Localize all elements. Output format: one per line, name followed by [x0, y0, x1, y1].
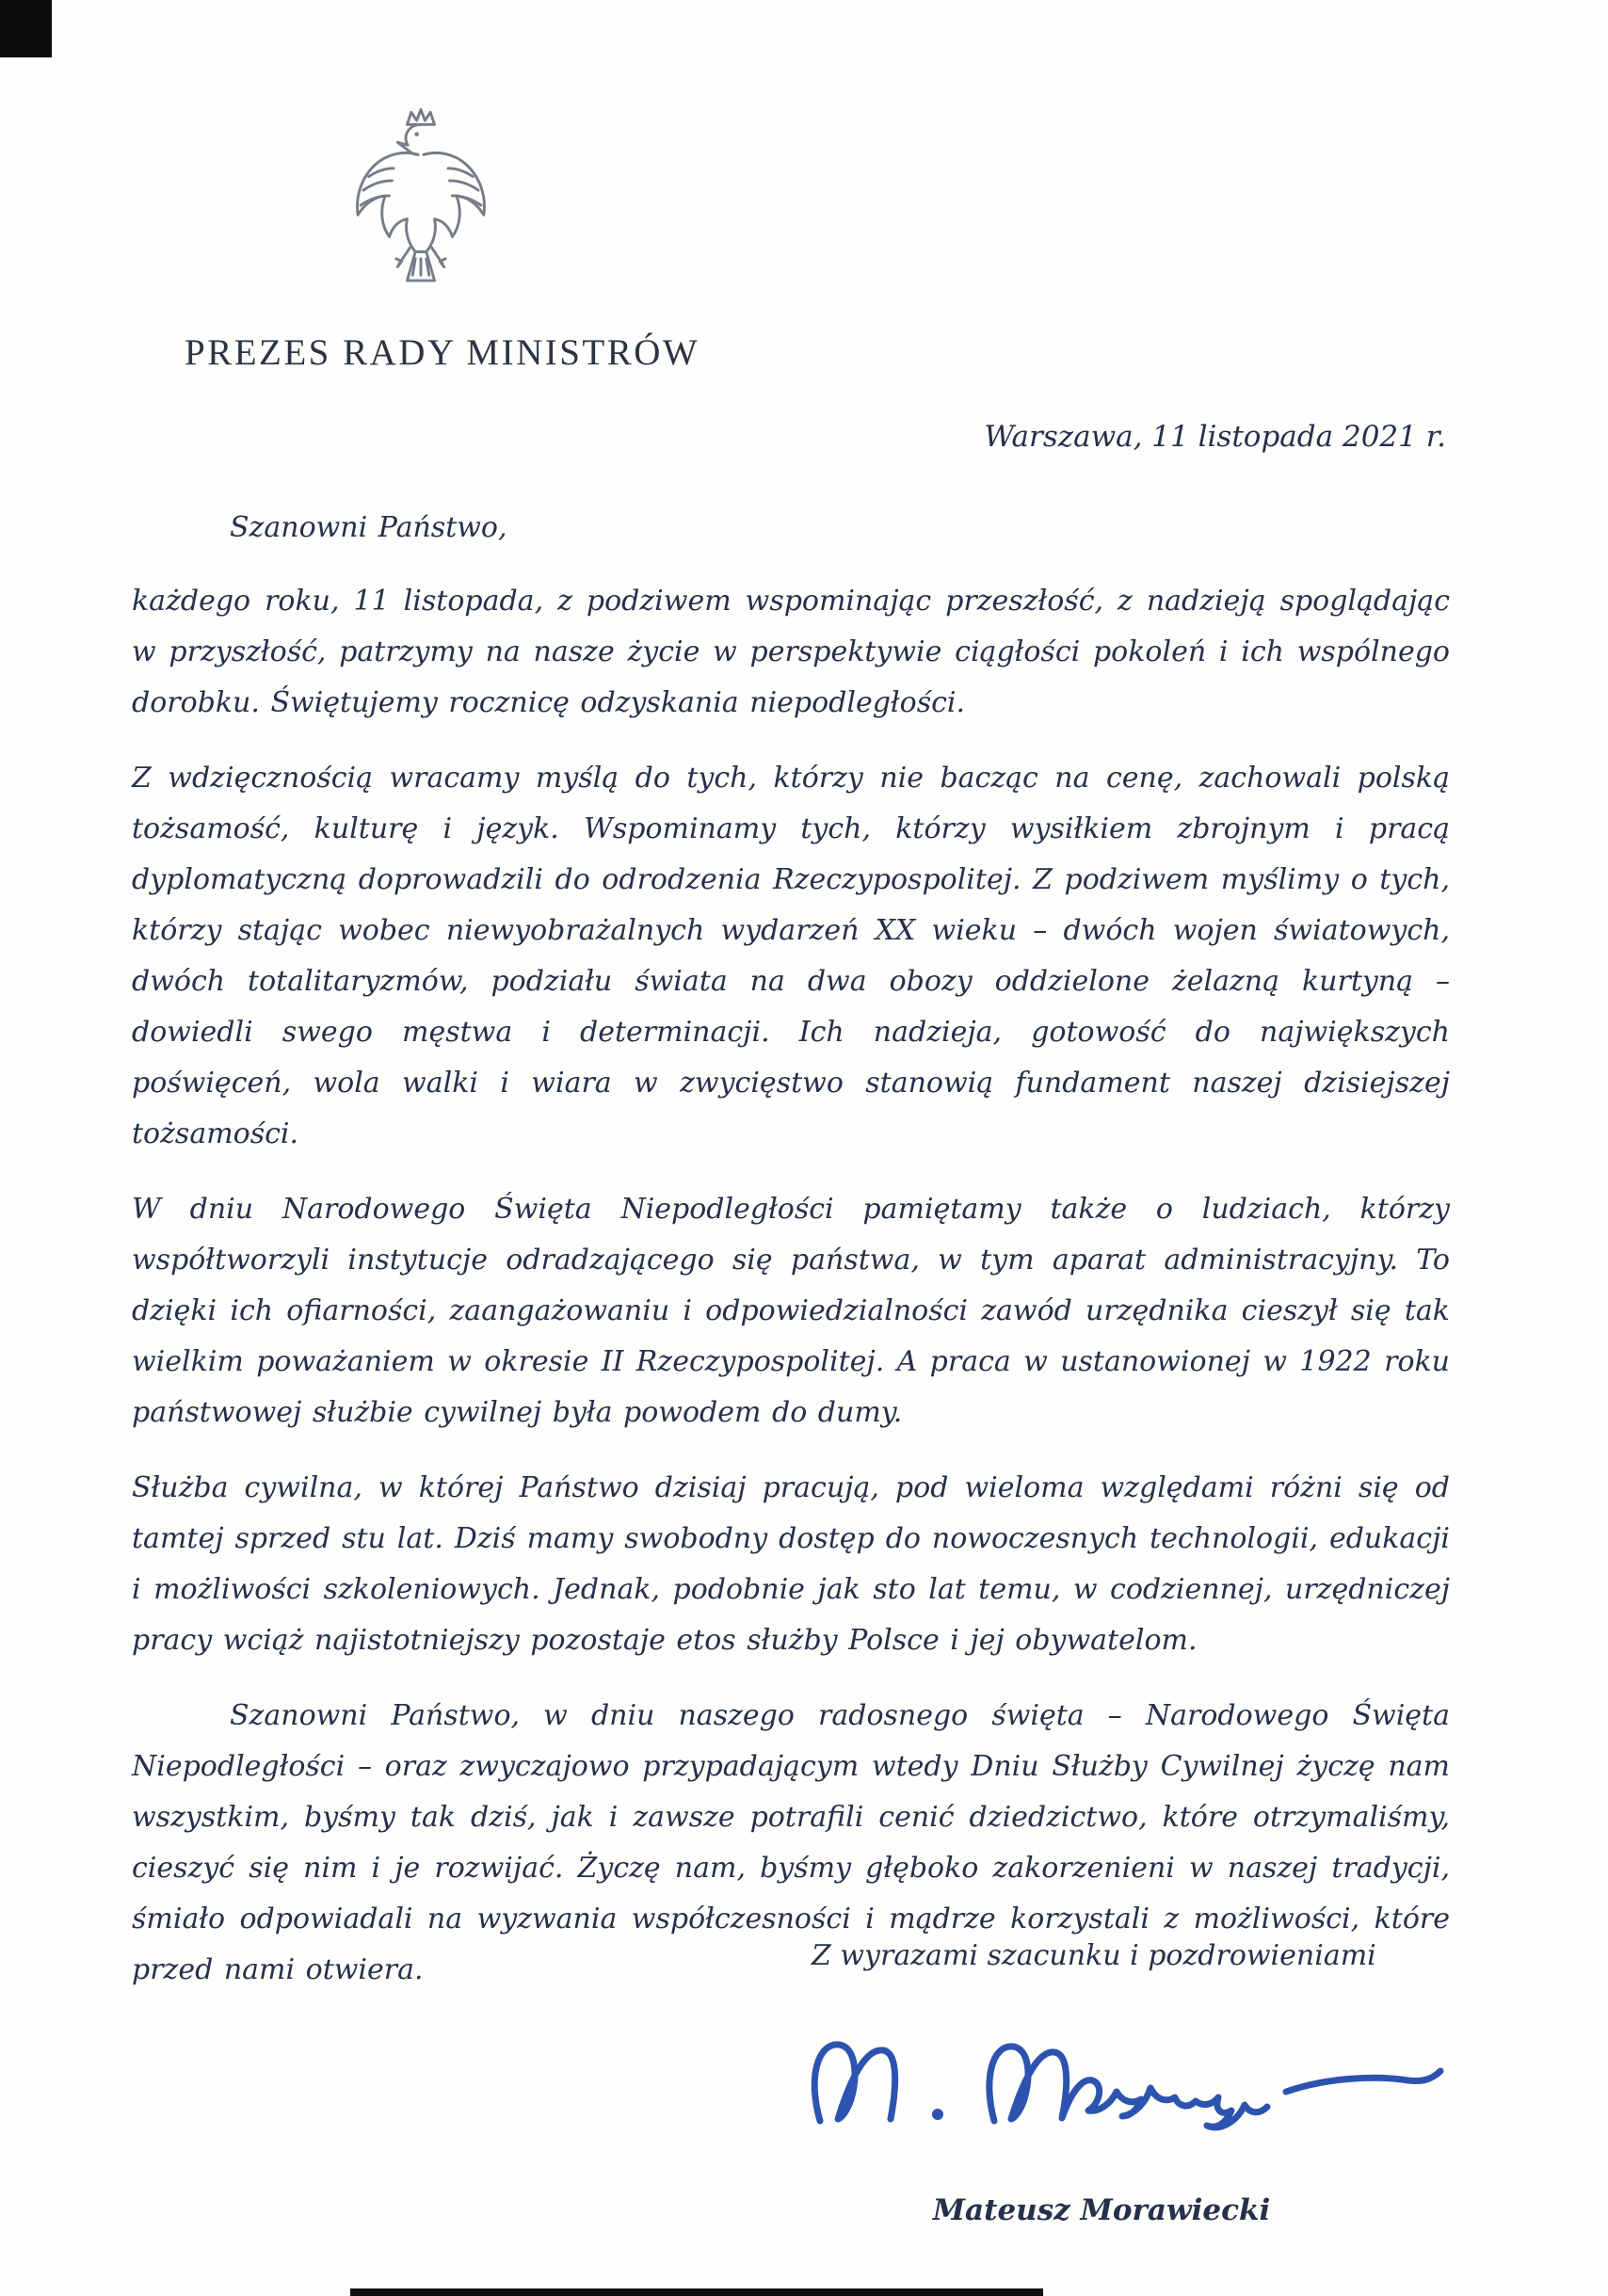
- paragraph-5: Szanowni Państwo, w dniu naszego radosnego święta – Narodowego Święta Niepodległości – oraz zwyczajowo przypadającym wtedy Dniu Służby Cywilnej życzę nam wszystkim, byśmy tak dziś, jak i zawsze potrafili cenić dziedzictwo, które otrzymaliśmy, cieszyć się nim i je rozwijać. Życzę nam, byśmy głęboko zakorzenieni w naszej tradycji, śmiało odpowiadali na wyzwania współczesności i mądrze korzystali z możliwości, które przed nami otwiera.: [132, 1699, 1450, 1986]
- scan-artifact-bottom: [350, 2288, 1043, 2296]
- dateline: Warszawa, 11 listopada 2021 r.: [984, 420, 1446, 454]
- letterhead-title: PREZES RADY MINISTRÓW: [185, 332, 700, 373]
- salutation: Szanowni Państwo,: [230, 511, 507, 544]
- letter-body: [132, 503, 1450, 1996]
- paragraph-4: Służba cywilna, w której Państwo dzisiaj pracują, pod wieloma względami różni się od tamtej sprzed stu lat. Dziś mamy swobodny dostęp do nowoczesnych technologii, edukacji i możliwości szkoleniowych. Jednak, podobnie jak sto lat temu, w codziennej, urzędniczej pracy wciąż najistotniejszy pozostaje etos służby Polsce i jej obywatelom.: [132, 1471, 1450, 1657]
- scan-artifact-top-left: [0, 0, 52, 57]
- paragraph-2: Z wdzięcznością wracamy myślą do tych, którzy nie bacząc na cenę, zachowali polską tożsamość, kulturę i język. Wspominamy tych, którzy wysiłkiem zbrojnym i pracą dyplomatyczną doprowadzili do odrodzenia Rzeczypospolitej. Z podziwem myślimy o tych, którzy stając wobec niewyobrażalnych wydarzeń XX wieku – dwóch wojen światowych, dwóch totalitaryzmów, podziału świata na dwa obozy oddzielone żelazną kurtyną – dowiedli swego męstwa i determinacji. Ich nadzieja, gotowość do największych poświęceń, wola walki i wiara w zwycięstwo stanowią fundament naszej dzisiejszej tożsamości.: [132, 762, 1450, 1150]
- paragraph-3: W dniu Narodowego Święta Niepodległości pamiętamy także o ludziach, którzy współtworzyli instytucje odradzającego się państwa, w tym aparat administracyjny. To dzięki ich ofiarności, zaangażowaniu i odpowiedzialności zawód urzędnika cieszył się tak wielkim poważaniem w okresie II Rzeczypospolitej. A praca w ustanowionej w 1922 roku państwowej służbie cywilnej była powodem do dumy.: [132, 1193, 1450, 1429]
- paragraph-1: każdego roku, 11 listopada, z podziwem wspominając przeszłość, z nadzieją spoglądając w przyszłość, patrzymy na nasze życie w perspektywie ciągłości pokoleń i ich wspólnego dorobku. Świętujemy rocznicę odzyskania niepodległości.: [132, 585, 1450, 719]
- handwritten-signature: [796, 2013, 1455, 2154]
- signature-name: Mateusz Morawiecki: [932, 2193, 1271, 2227]
- polish-eagle-emblem-icon: [337, 105, 505, 311]
- closing-line: Z wyrazami szacunku i pozdrowieniami: [812, 1939, 1376, 1972]
